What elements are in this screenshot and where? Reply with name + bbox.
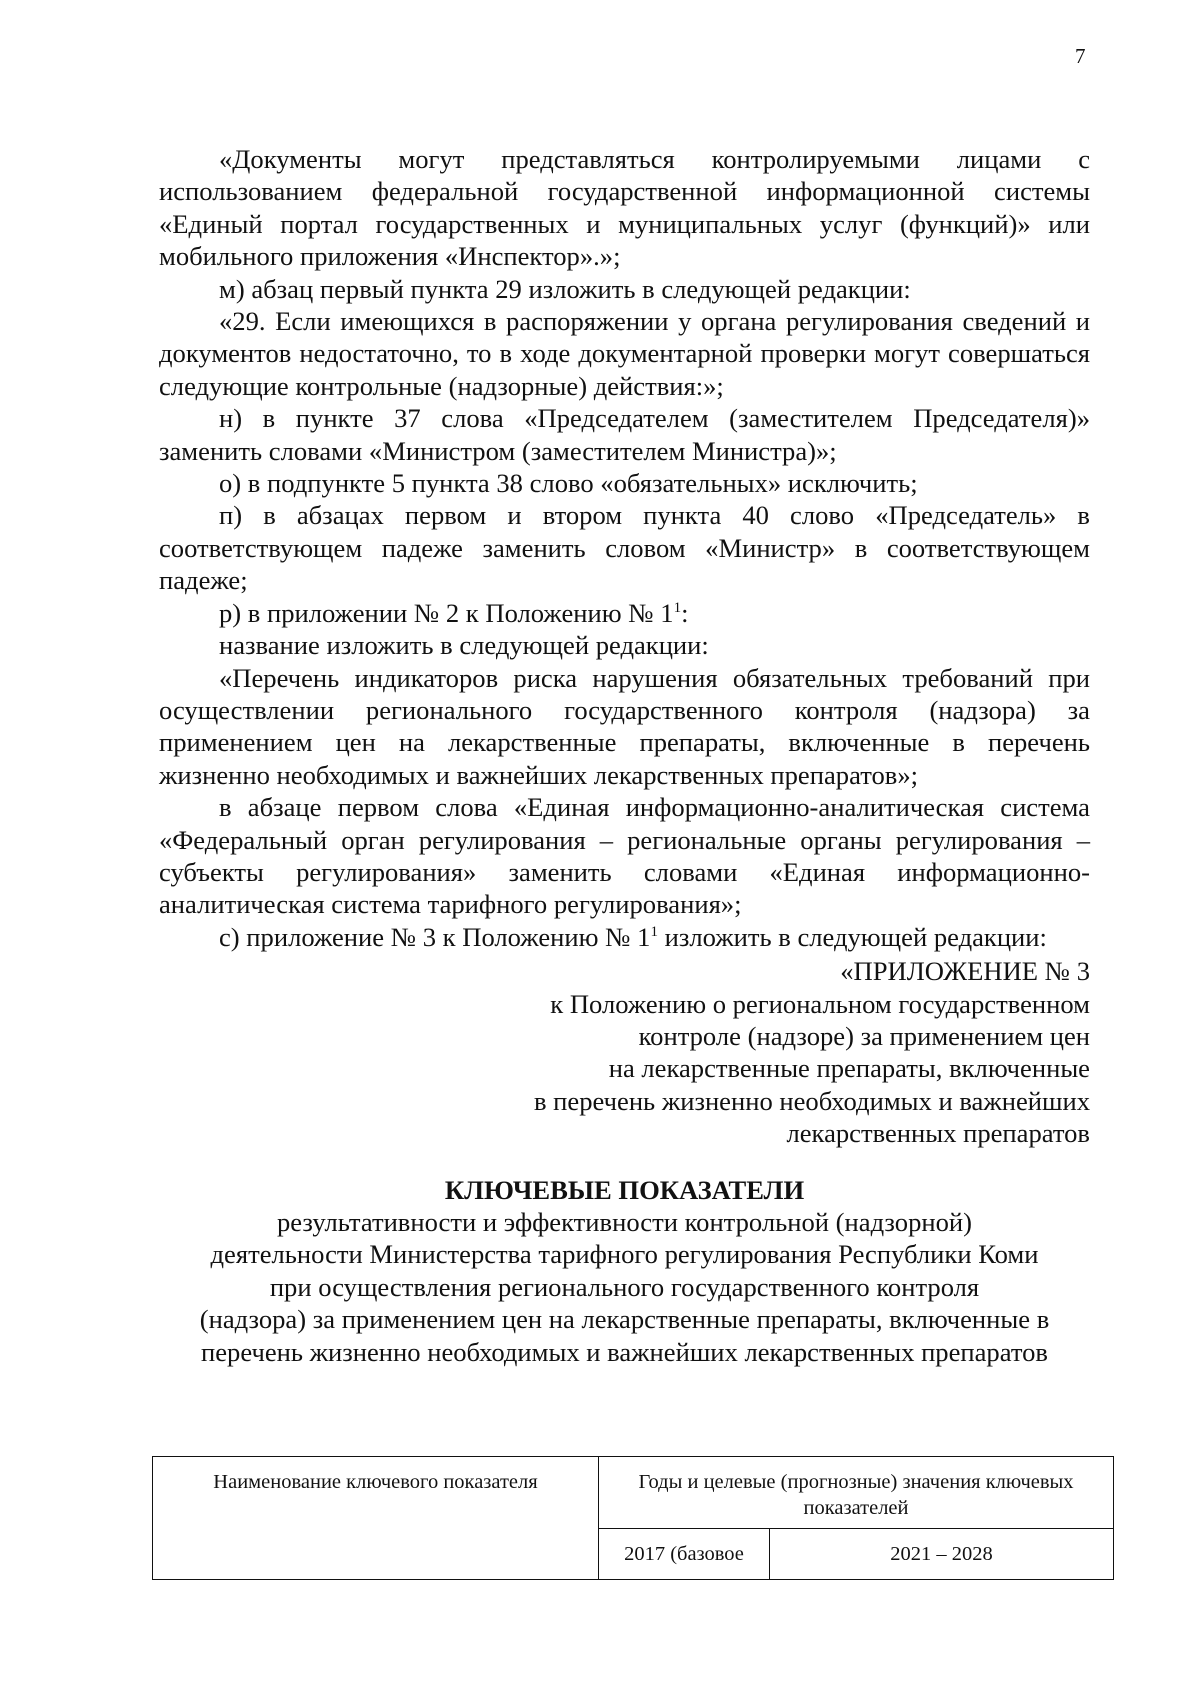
- header-cell-years: Годы и целевые (прогнозные) значения ключевых показателей: [599, 1457, 1114, 1529]
- subtitle-line: (надзора) за применением цен на лекарственные препараты, включенные в: [199, 1304, 1050, 1335]
- subtitle-line: перечень жизненно необходимых и важнейших лекарственных препаратов: [201, 1336, 1048, 1367]
- appendix-line: к Положению о региональном государственном: [550, 988, 1090, 1019]
- appendix-line: в перечень жизненно необходимых и важнейших: [533, 1085, 1090, 1116]
- paragraph-s: [159, 921, 1090, 953]
- paragraph-s-tail: изложить в следующей редакции:: [657, 921, 1047, 952]
- subtitle-line: при осуществления регионального государственного контроля: [269, 1271, 980, 1302]
- superscript: 1: [650, 923, 658, 940]
- appendix-header: [159, 955, 1090, 1149]
- document-body: [159, 143, 1090, 1368]
- paragraph-r-tail: :: [681, 597, 689, 628]
- paragraph: о) в подпункте 5 пункта 38 слово «обязательных» исключить;: [219, 468, 918, 499]
- paragraph-s-text: с) приложение № 3 к Положению № 1: [219, 921, 651, 952]
- page-number: 7: [1075, 44, 1086, 68]
- appendix-line: на лекарственные препараты, включенные: [608, 1053, 1090, 1084]
- document-title: КЛЮЧЕВЫЕ ПОКАЗАТЕЛИ: [444, 1174, 805, 1205]
- header-cell-range: 2021 – 2028: [770, 1529, 1114, 1580]
- appendix-line: «ПРИЛОЖЕНИЕ № 3: [840, 956, 1090, 987]
- paragraph: название изложить в следующей редакции:: [219, 630, 709, 661]
- appendix-line: лекарственных препаратов: [786, 1118, 1090, 1149]
- subtitle-line: результативности и эффективности контрольной (надзорной): [277, 1207, 972, 1237]
- paragraph: п) в абзацах первом и втором пункта 40 слово «Председатель» в соответствующем падеже заменить словом «Министр» в соответствующем падеже;: [159, 500, 1090, 596]
- paragraph: «Перечень индикаторов риска нарушения обязательных требований при осуществлении регионального государственного контроля (надзора) за применением цен на лекарственные препараты, включенные в перечень жизненно необходимых и важнейших лекарственных препаратов»;: [159, 662, 1090, 790]
- appendix-line: контроле (надзоре) за применением цен: [638, 1020, 1090, 1051]
- header-cell-base: 2017 (базовое: [599, 1529, 770, 1580]
- paragraph: в абзаце первом слова «Единая информационно-аналитическая система «Федеральный орган регулирования – региональные органы регулирования – субъекты регулирования» заменить словами «Единая информационно-аналитическая система тарифного регулирования»;: [159, 792, 1090, 920]
- key-indicators-table: [152, 1456, 1114, 1580]
- subtitle-line: деятельности Министерства тарифного регулирования Республики Коми: [210, 1239, 1039, 1270]
- paragraph-r: [159, 597, 1090, 629]
- paragraph-r-text: р) в приложении № 2 к Положению № 1: [219, 597, 674, 628]
- paragraph: н) в пункте 37 слова «Председателем (заместителем Председателя)» заменить словами «Министром (заместителем Министра)»;: [159, 403, 1090, 466]
- superscript: 1: [673, 599, 682, 616]
- paragraph: м) абзац первый пункта 29 изложить в следующей редакции:: [219, 273, 911, 304]
- paragraph: «Документы могут представляться контролируемыми лицами с использованием федеральной государственной информационной системы «Единый портал государственных и муниципальных услуг (функций)» или мобильного приложения «Инспектор».»;: [159, 144, 1090, 272]
- paragraph: «29. Если имеющихся в распоряжении у органа регулирования сведений и документов недостаточно, то в ходе документарной проверки могут совершаться следующие контрольные (надзорные) действия:»;: [159, 306, 1090, 401]
- header-cell-name: Наименование ключевого показателя: [153, 1457, 599, 1580]
- document-subtitle: [159, 1206, 1090, 1368]
